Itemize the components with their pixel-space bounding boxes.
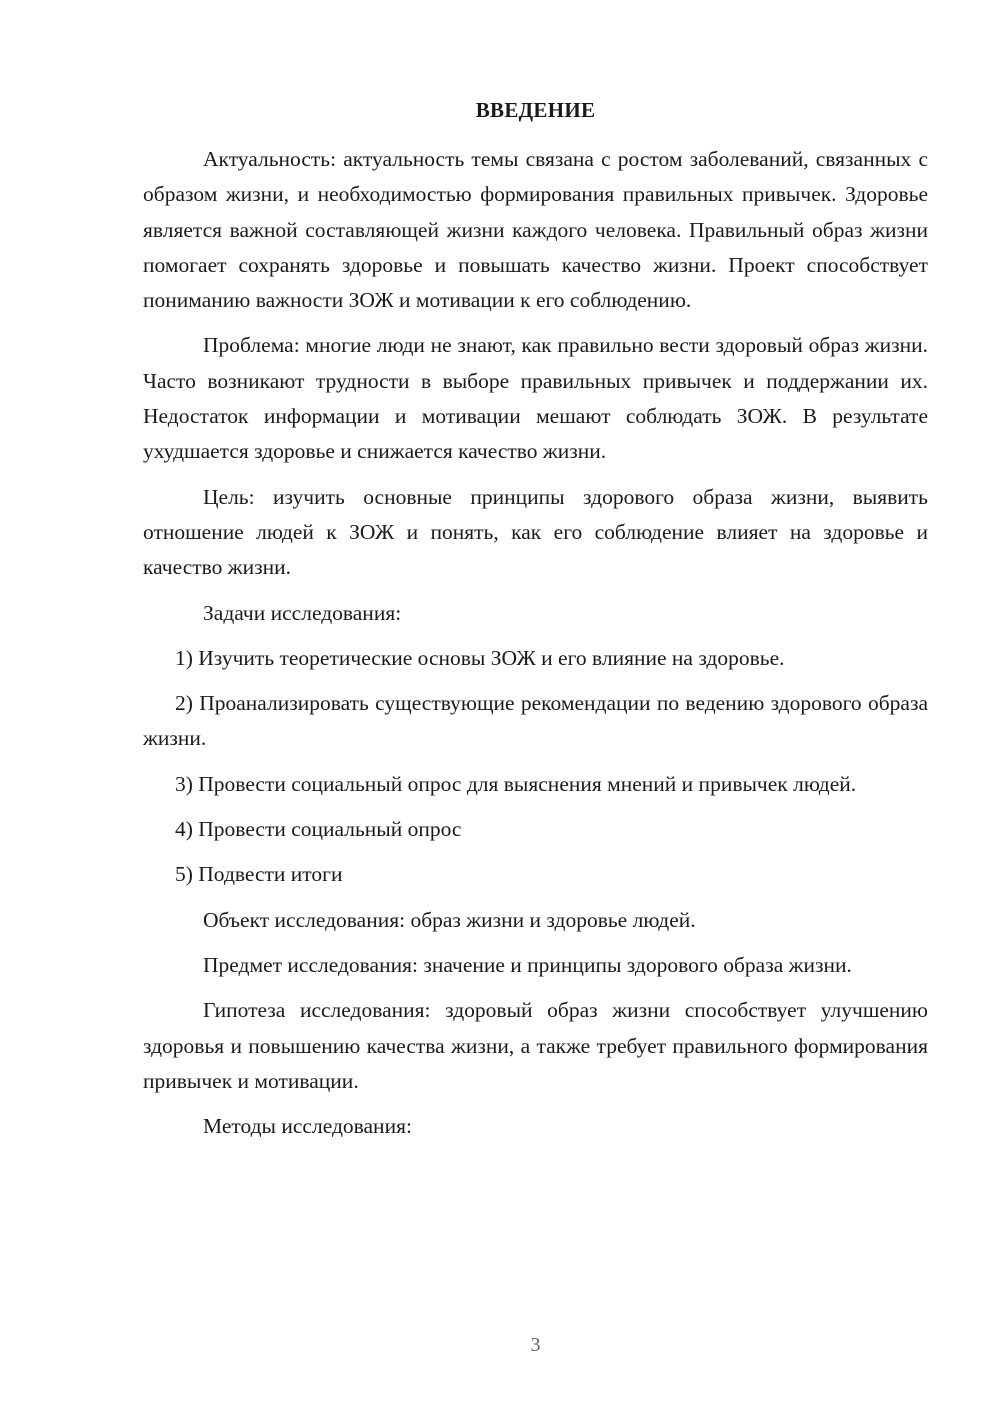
page-title: ВВЕДЕНИЕ [475, 98, 596, 122]
paragraph-methods: Методы исследования: [203, 1114, 412, 1139]
task-item-2: 2) Проанализировать существующие рекомендации по ведению здорового образа жизни. [143, 691, 928, 751]
task-item-4: 4) Провести социальный опрос [175, 817, 462, 842]
paragraph-hypothesis: Гипотеза исследования: здоровый образ жизни способствует улучшению здоровья и повышению качества жизни, а также требует правильного формирования привычек и мотивации. [143, 998, 928, 1093]
paragraph-subject: Предмет исследования: значение и принципы здорового образа жизни. [203, 952, 852, 977]
task-item-1: 1) Изучить теоретические основы ЗОЖ и его влияние на здоровье. [175, 645, 785, 670]
page-number: 3 [530, 1334, 541, 1356]
paragraph-problem: Проблема: многие люди не знают, как правильно вести здоровый образ жизни. Часто возникают трудности в выборе правильных привычек и поддержании их. Недостаток информации и мотивации мешают соблюдать ЗОЖ. В результате ухудшается здоровье и снижается качество жизни. [143, 333, 928, 464]
paragraph-tasks-heading: Задачи исследования: [203, 600, 402, 625]
paragraph-goal: Цель: изучить основные принципы здорового образа жизни, выявить отношение людей к ЗОЖ и понять, как его соблюдение влияет на здоровье и качество жизни. [143, 484, 928, 580]
task-item-3: 3) Провести социальный опрос для выяснения мнений и привычек людей. [175, 771, 857, 796]
task-item-5: 5) Подвести итоги [175, 862, 343, 887]
document-body [143, 142, 928, 1154]
document-page [143, 0, 928, 1414]
paragraph-object: Объект исследования: образ жизни и здоровье людей. [203, 907, 696, 932]
paragraph-relevance: Актуальность: актуальность темы связана с ростом заболеваний, связанных с образом жизни, и необходимостью формирования правильных привычек. Здоровье является важной составляющей жизни каждого человека. Правильный образ жизни помогает сохранять здоровье и повышать качество жизни. Проект способствует пониманию важности ЗОЖ и мотивации к его соблюдению. [143, 147, 928, 313]
